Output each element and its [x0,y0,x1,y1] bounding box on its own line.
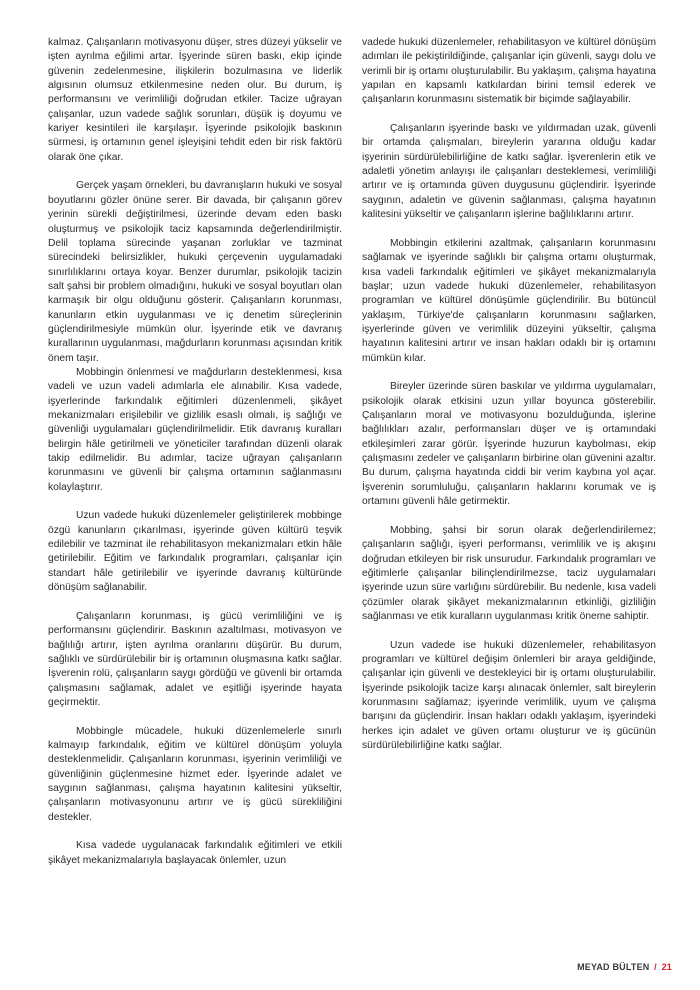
paragraph-l1: Gerçek yaşam örnekleri, bu davranışların hukuki ve sosyal boyutlarını gözler önüne serer. Bir davada, bir çalışanın görev yerinin sürekli değiştirilmesi, üzerinde devam eden baskı oluşturmuş ve psikolojik taciz kapsamında değerlendirilmiştir. Delil toplama sürecinde yaşanan zorluklar ve tazminat sürecindeki belirsizlikler, hukuki çerçevenin uygulamadaki sınırlılıklarını ortaya koyar. Benzer durumlar, psikolojik tacizin salt şahsi bir problem olmadığını, hukuki ve sosyal boyutları olan karmaşık bir olgu olduğunu gösterir. Çalışanların korunması, kanunların etkin uygulanması ve iç denetim süreçlerinin güçlendirilmesiyle mümkün olur. İşyerinde etik ve davranış kurallarının uygulanması, mağdurların korunması açısından kritik önem taşır. [48,180,342,364]
paragraph-r5: Uzun vadede ise hukuki düzenlemeler, rehabilitasyon programları ve kültürel değişim önlemleri bir araya geldiğinde, çalışanlar için güvenli ve destekleyici bir iş ortamı oluşturulabilir. İşyerinde psikolojik tacize karşı alınacak önlemler, salt bireylerin korunmasını sağlamaz; işyerinde verimlilik, uyum ve çalışma barışını da güçlendirir. İnsan hakları odaklı yaklaşım, işyerindeki herkes için adalet ve güven ortamı oluşturur ve iş gücünün sürdürülebilirliğine katkı sağlar. [362,639,656,752]
paragraph-r2: Mobbingin etkilerini azaltmak, çalışanların korunmasını sağlamak ve işyerinde sağlıklı bir çalışma ortamı oluşturmak, kısa vadeli farkındalık eğitimleri ve şikâyet mekanizmalarıyla başlar; uzun vadede hukuki düzenlemeler, rehabilitasyon programları ve kültürel dönüşümle güçlendirilir. Bu bütüncül yaklaşım, Türkiye'de çalışanların korunmasını sağlarken, işyerlerinde güven ve verimlilik düzeyini yükseltir, çalışma hayatının kalitesini artırır ve insan hakları odaklı bir iş ortamını mümkün kılar. [362,237,656,364]
paragraph-r3: Bireyler üzerinde süren baskılar ve yıldırma uygulamaları, psikolojik olarak etkisini uzun yıllar boyunca gösterebilir. Çalışanların moral ve motivasyonu bozulduğunda, işlerine bağlılıkları azalır, performansları düşer ve iş ortamındaki etkileşimleri zarar görür. İşyerinde huzurun kaybolması, ekip çalışmasını zedeler ve çalışanların birbirine olan güvenini azaltır. Bu durum, çalışma hayatında ciddi bir verim kaybına yol açar. İşverenin sorumluluğu, çalışanların haklarını korumak ve iş ortamını güvenli hâle getirmektir. [362,381,656,508]
page-number: 21 [661,962,672,972]
paragraph-l6: Kısa vadede uygulanacak farkındalık eğitimleri ve etkili şikâyet mekanizmalarıyla başlayacak önlemler, uzun [48,840,342,866]
right-column [362,36,656,753]
paragraph-r4: Mobbing, şahsi bir sorun olarak değerlendirilemez; çalışanların sağlığı, işyeri performansı, verimlilik ve iş akışını doğrudan etkileyen bir risk unsurudur. Farkındalık programları ve eğitimlerle çalışanlar bilinçlendirilmezse, taciz uygulamaları işyerinde uzun süre varlığını sürdürebilir. Bu nedenle, kısa vadeli çözümler olarak şikâyet mekanizmalarının etkinliği, gizliliğin sağlanması ve etik kuralların uygulanması kritik öneme sahiptir. [362,524,656,622]
publication-name: MEYAD BÜLTEN [577,962,650,972]
paragraph-r1: Çalışanların işyerinde baskı ve yıldırmadan uzak, güvenli bir ortamda çalışmaları, bireylerin yararına olduğu kadar işyerinin sürdürülebilirliğine de katkı sağlar. İşverenlerin etik ve adaletli yönetim anlayışı ile çalışanları desteklemesi, verimliliği artırır ve iş ortamında güven duygusunu güçlendirir. İşyerinde saygının, adaletin ve güvenin sağlanması, çalışma hayatının kalitesini yükseltir ve çalışanların işlerine bağlılıklarını artırır. [362,123,656,221]
paragraph-l4: Çalışanların korunması, iş gücü verimliliğini ve iş performansını güçlendirir. Baskının azaltılması, motivasyon ve bağlılığı artırır, işten ayrılma oranlarını düşürür. Bu durum, sağlıklı ve sürdürülebilir bir iş ortamının oluşmasına katkı sağlar. İşverenin rolü, çalışanların saygı gördüğü ve güvenli bir ortamda çalışmasını sağlamak, adalet ve eşitliği işyerinde hayata geçirmektir. [48,610,342,708]
paragraph-r0: vadede hukuki düzenlemeler, rehabilitasyon ve kültürel dönüşüm adımları ile pekiştirildiğinde, çalışanlar için güvenli, saygı dolu ve verimli bir iş ortamı oluşturulabilir. Bu yaklaşım, çalışma hayatına yapılan en kapsamlı katkılardan birini temsil ederek ve çalışanların korunmasını sistematik bir biçimde sağlayabilir. [362,37,656,106]
page-footer [577,962,672,972]
paragraph-l0: kalmaz. Çalışanların motivasyonu düşer, stres düzeyi yükselir ve işten ayrılma eğilimi artar. İşyerinde süren baskı, ekip içinde güvenin zedelenmesine, ilişkilerin bozulmasına ve liderlik algısının olumsuz etkilenmesine neden olur. Bu durum, iş performansını ve verimliliği doğrudan etkiler. Tacize uğrayan çalışanlar, uzun vadede sağlık sorunları, düşük iş doyumu ve kariyer kesintileri ile karşılaşır. İşyerinde psikolojik baskının sürmesi, iş ortamının genel işleyişini tehdit eden bir risk faktörü olarak öne çıkar. [48,37,342,163]
paragraph-l2: Mobbingin önlenmesi ve mağdurların desteklenmesi, kısa vadeli ve uzun vadeli adımlarla ele alınabilir. Kısa vadede, işyerlerinde farkındalık eğitimleri düzenlenmeli, şikâyet mekanizmaları erişilebilir ve gizlilik esaslı olmalı, iş sağlığı ve güvenliği uygulamaları güçlendirilmelidir. Etik davranış kuralları belirgin hâle getirilmeli ve yöneticiler tarafından düzenli olarak takip edilmelidir. Bu adımlar, tacize uğrayan çalışanların korunmasını ve güvenli bir çalışma ortamının sağlanmasını kolaylaştırır. [48,366,342,493]
left-column [48,36,342,868]
paragraph-l3: Uzun vadede hukuki düzenlemeler geliştirilerek mobbinge özgü kanunların çıkarılması, işyerinde güven kültürü teşvik edilebilir ve tazminat ile rehabilitasyon mekanizmaları etkin hâle getirilebilir. Eğitim ve farkındalık programları, çalışanlar için standart hâle getirilebilir ve işyerinde davranış kültüründe dönüşüm sağlanabilir. [48,510,342,594]
paragraph-l5: Mobbingle mücadele, hukuki düzenlemelerle sınırlı kalmayıp farkındalık, eğitim ve kültürel dönüşüm yoluyla desteklenmelidir. Çalışanların korunması, işyerinin verimliliği ve güvenliğinin güçlenmesine hizmet eder. İşyerinde adalet ve saygının sağlanması, çalışma hayatının kalitesini yükseltir, çalışanların motivasyonunu artırır ve iş gücü sürekliliğini destekler. [48,725,342,823]
footer-separator: / [654,962,657,972]
